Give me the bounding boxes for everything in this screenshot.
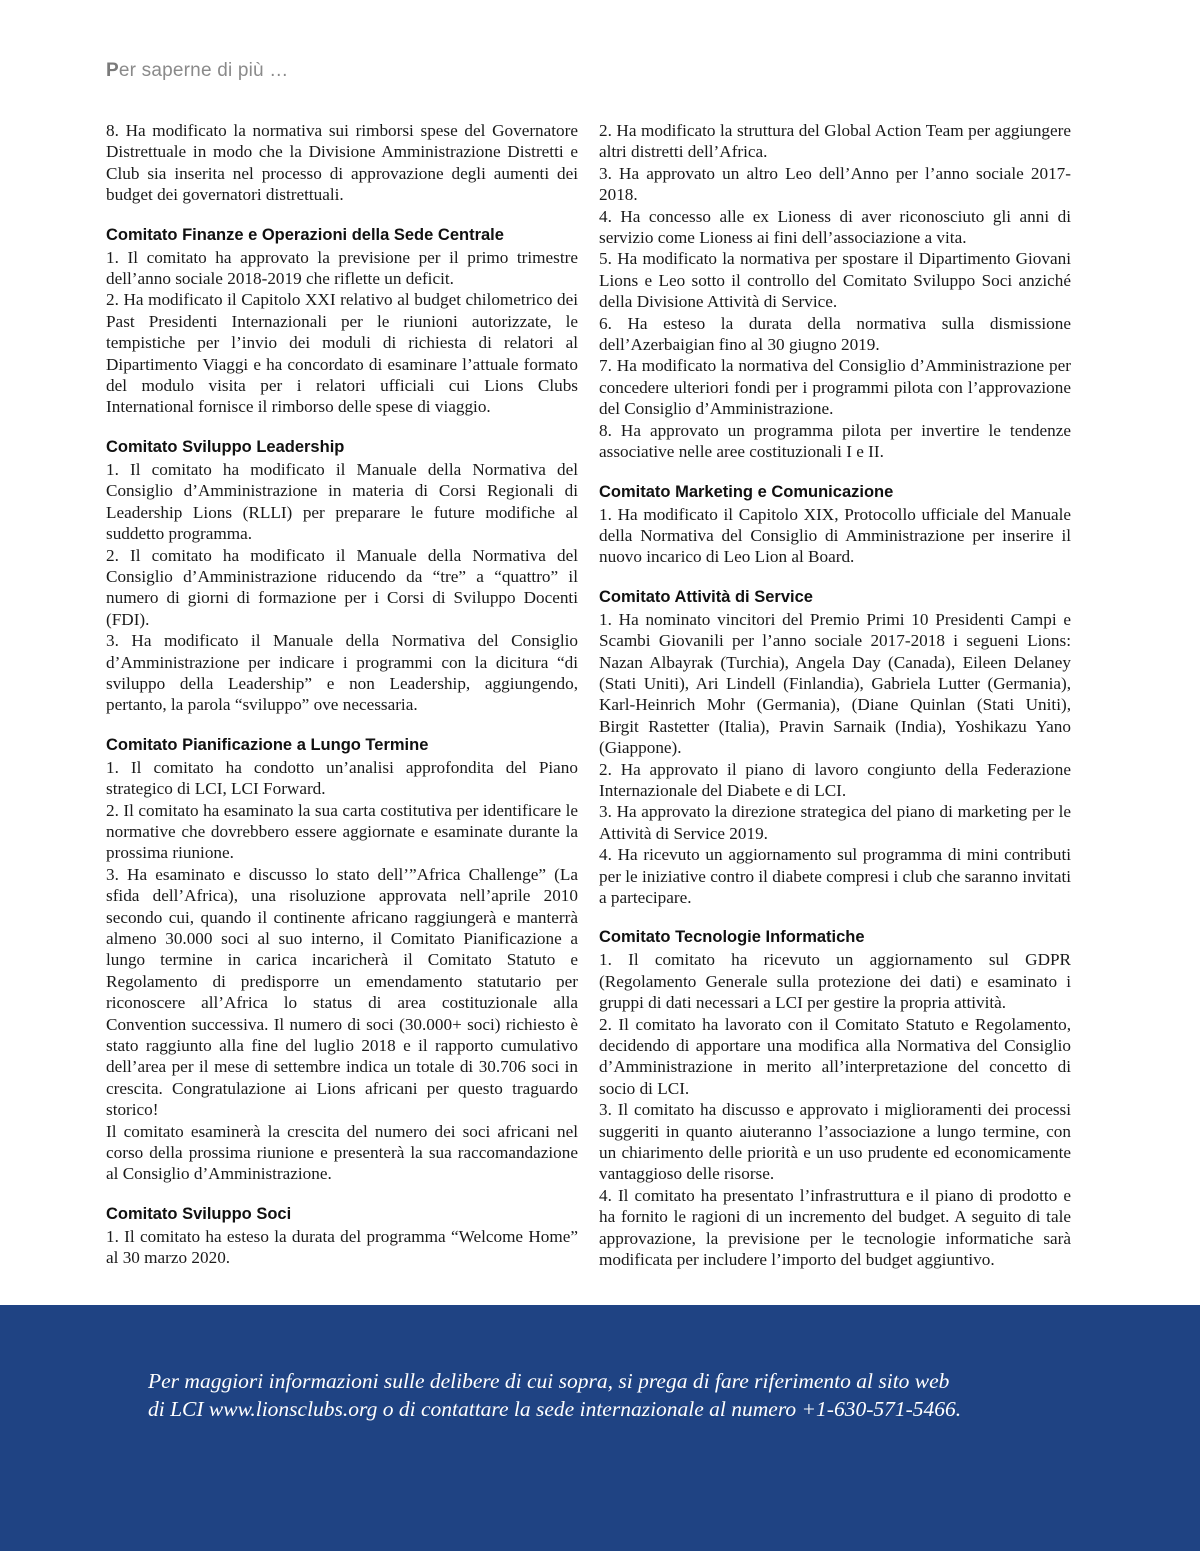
- section-marketing: [599, 482, 1071, 568]
- section-item: 2. Ha modificato il Capitolo XXI relativo al budget chilometrico dei Past Presidenti Internazionali per le riunioni autorizzate, le tempistiche per l’invio dei moduli di richiesta di relatori al Dipartimento Viaggi e ha concordato di esaminare l’attuale formato del modulo visita per i relatori ufficiali cui Lions Clubs International fornisce il rimborso delle spese di viaggio.: [106, 290, 578, 417]
- section-item: 1. Ha nominato vincitori del Premio Primi 10 Presidenti Campi e Scambi Giovanili per l’anno sociale 2017-2018 i segueni Lions: Nazan Albayrak (Turchia), Angela Day (Canada), Eileen Delaney (Stati Uniti), Ari Lindell (Finlandia), Gabriela Lutter (Germania), Karl-Heinrich Mohr (Germania), (Diane Quinlan (Stati Uniti), Birgit Rastetter (Italia), Pravin Sarnaik (India), Yoshikazu Yano (Giappone).: [599, 609, 1071, 758]
- section-item: 3. Ha approvato un altro Leo dell’Anno per l’anno sociale 2017-2018.: [599, 163, 1071, 205]
- section-title: Comitato Attività di Service: [599, 587, 813, 606]
- section-title: Comitato Marketing e Comunicazione: [599, 482, 894, 501]
- section-pianificazione: [106, 735, 578, 1185]
- section-tecnologie: [599, 927, 1071, 1270]
- section-item: 3. Il comitato ha discusso e approvato i miglioramenti dei processi suggeriti in quanto aiuteranno l’associazione a lungo termine, con un chiarimento delle priorità e un uso prudente ed economicamente vantaggioso delle risorse.: [599, 1100, 1071, 1184]
- section-item: Il comitato esaminerà la crescita del numero dei soci africani nel corso della prossima riunione e presenterà la sua raccomandazione al Consiglio d’Amministrazione.: [106, 1121, 578, 1184]
- running-head-text: er saperne di più …: [118, 60, 289, 81]
- section-sviluppo-leadership: [106, 437, 578, 716]
- section-item: 7. Ha modificato la normativa del Consiglio d’Amministrazione per concedere ulteriori fondi per i programmi pilota con l’approvazione del Consiglio d’Amministrazione.: [599, 356, 1071, 419]
- section-item: 2. Il comitato ha lavorato con il Comitato Statuto e Regolamento, decidendo di apportare una modifica alla Normativa del Consiglio d’Amministrazione in merito all’interpretazione del concetto di socio di LCI.: [599, 1014, 1071, 1098]
- footer-note: [148, 1367, 1068, 1423]
- section-item: 2. Ha modificato la struttura del Global Action Team per aggiungere altri distretti dell’Africa.: [599, 121, 1071, 162]
- footer-line-2: di LCI www.lionsclubs.org o di contattare la sede internazionale al numero +1-630-571-5466.: [148, 1397, 962, 1421]
- section-item: 3. Ha esaminato e discusso lo stato dell’”Africa Challenge” (La sfida dell’Africa), una risoluzione approvata nell’aprile 2010 secondo cui, quando il continente africano raggiungerà e manterrà almeno 30.000 soci al suo interno, il Comitato Pianificazione a lungo termine in carica incaricherà il Comitato Statuto e Regolamento di predisporre un emendamento statutario per riconoscere all’Africa lo status di area costituzionale alla Convention successiva. Il numero di soci (30.000+ soci) richiesto è stato raggiunto alla fine del luglio 2018 e il rapporto cumulativo dell’area per il mese di settembre indica un totale di 30.706 soci in crescita. Congratulazione ai Lions africani per questo traguardo storico!: [106, 864, 578, 1120]
- section-title: Comitato Sviluppo Soci: [106, 1204, 292, 1223]
- section-item: 5. Ha modificato la normativa per spostare il Dipartimento Giovani Lions e Leo sotto il controllo del Comitato Sviluppo Soci anziché della Divisione Attività di Service.: [599, 249, 1071, 312]
- section-finanze: [106, 225, 578, 418]
- section-title: Comitato Pianificazione a Lungo Termine: [106, 735, 429, 754]
- section-sviluppo-soci: [106, 1204, 578, 1269]
- section-sviluppo-soci-continued: [599, 120, 1071, 463]
- section-item: 1. Il comitato ha approvato la previsione per il primo trimestre dell’anno sociale 2018-2019 che riflette un deficit.: [106, 247, 578, 289]
- right-column: [599, 120, 1071, 1290]
- section-item: 6. Ha esteso la durata della normativa sulla dismissione dell’Azerbaigian fino al 30 giugno 2019.: [599, 313, 1071, 355]
- section-item: 1. Ha modificato il Capitolo XIX, Protocollo ufficiale del Manuale della Normativa del Consiglio di Amministrazione per inserire il nuovo incarico di Leo Lion al Board.: [599, 504, 1071, 567]
- section-title: Comitato Sviluppo Leadership: [106, 437, 345, 456]
- section-item: 1. Il comitato ha condotto un’analisi approfondita del Piano strategico di LCI, LCI Forward.: [106, 757, 578, 799]
- section-item: 8. Ha approvato un programma pilota per invertire le tendenze associative nelle aree costituzionali I e II.: [599, 420, 1071, 462]
- left-intro-paragraph: 8. Ha modificato la normativa sui rimborsi spese del Governatore Distrettuale in modo che la Divisione Amministrazione Distretti e Club sia inserita nel processo di approvazione degli aumenti dei budget dei governatori distrettuali.: [106, 121, 578, 205]
- footer-line-1: Per maggiori informazioni sulle delibere di cui sopra, si prega di fare riferimento al sito web: [148, 1369, 950, 1393]
- section-item: 1. Il comitato ha ricevuto un aggiornamento sul GDPR (Regolamento Generale sulla protezione dei dati) e esaminato i gruppi di dati necessari a LCI per gestire la propria attività.: [599, 950, 1071, 1013]
- section-item: 4. Ha concesso alle ex Lioness di aver riconosciuto gli anni di servizio come Lioness ai fini dell’associazione a vita.: [599, 206, 1071, 248]
- running-head-initial: P: [106, 60, 119, 81]
- section-item: 4. Il comitato ha presentato l’infrastruttura e il piano di prodotto e ha fornito le ragioni di un incremento del budget. A seguito di tale approvazione, la previsione per le tecnologie informatiche sarà modificata per includere l’importo del budget aggiuntivo.: [599, 1185, 1071, 1270]
- section-item: 3. Ha modificato il Manuale della Normativa del Consiglio d’Amministrazione per indicare i programmi con la dicitura “di sviluppo della Leadership” e non Leadership, aggiungendo, pertanto, la parola “sviluppo” ove necessaria.: [106, 631, 578, 715]
- section-item: 2. Ha approvato il piano di lavoro congiunto della Federazione Internazionale del Diabete e di LCI.: [599, 759, 1071, 800]
- section-title: Comitato Finanze e Operazioni della Sede Centrale: [106, 225, 504, 244]
- section-item: 1. Il comitato ha esteso la durata del programma “Welcome Home” al 30 marzo 2020.: [106, 1226, 578, 1268]
- section-title: Comitato Tecnologie Informatiche: [599, 928, 865, 947]
- section-item: 1. Il comitato ha modificato il Manuale della Normativa del Consiglio d’Amministrazione in materia di Corsi Regionali di Leadership Lions (RLLI) per preparare le future modifiche al suddetto programma.: [106, 459, 578, 544]
- section-item: 2. Il comitato ha esaminato la sua carta costitutiva per identificare le normative che dovrebbero essere aggiornate e esaminate durante la prossima riunione.: [106, 800, 578, 863]
- section-attivita-service: [599, 587, 1071, 909]
- section-item: 3. Ha approvato la direzione strategica del piano di marketing per le Attività di Service 2019.: [599, 802, 1071, 843]
- left-column: [106, 120, 578, 1288]
- section-item: 4. Ha ricevuto un aggiornamento sul programma di mini contributi per le iniziative contro il diabete compresi i club che saranno invitati a partecipare.: [599, 845, 1072, 907]
- footer-band: [0, 1305, 1200, 1551]
- section-item: 2. Il comitato ha modificato il Manuale della Normativa del Consiglio d’Amministrazione riducendo da “tre” a “quattro” il numero di giorni di formazione per i Corsi di Sviluppo Docenti (FDI).: [106, 545, 578, 629]
- running-head: [106, 60, 289, 82]
